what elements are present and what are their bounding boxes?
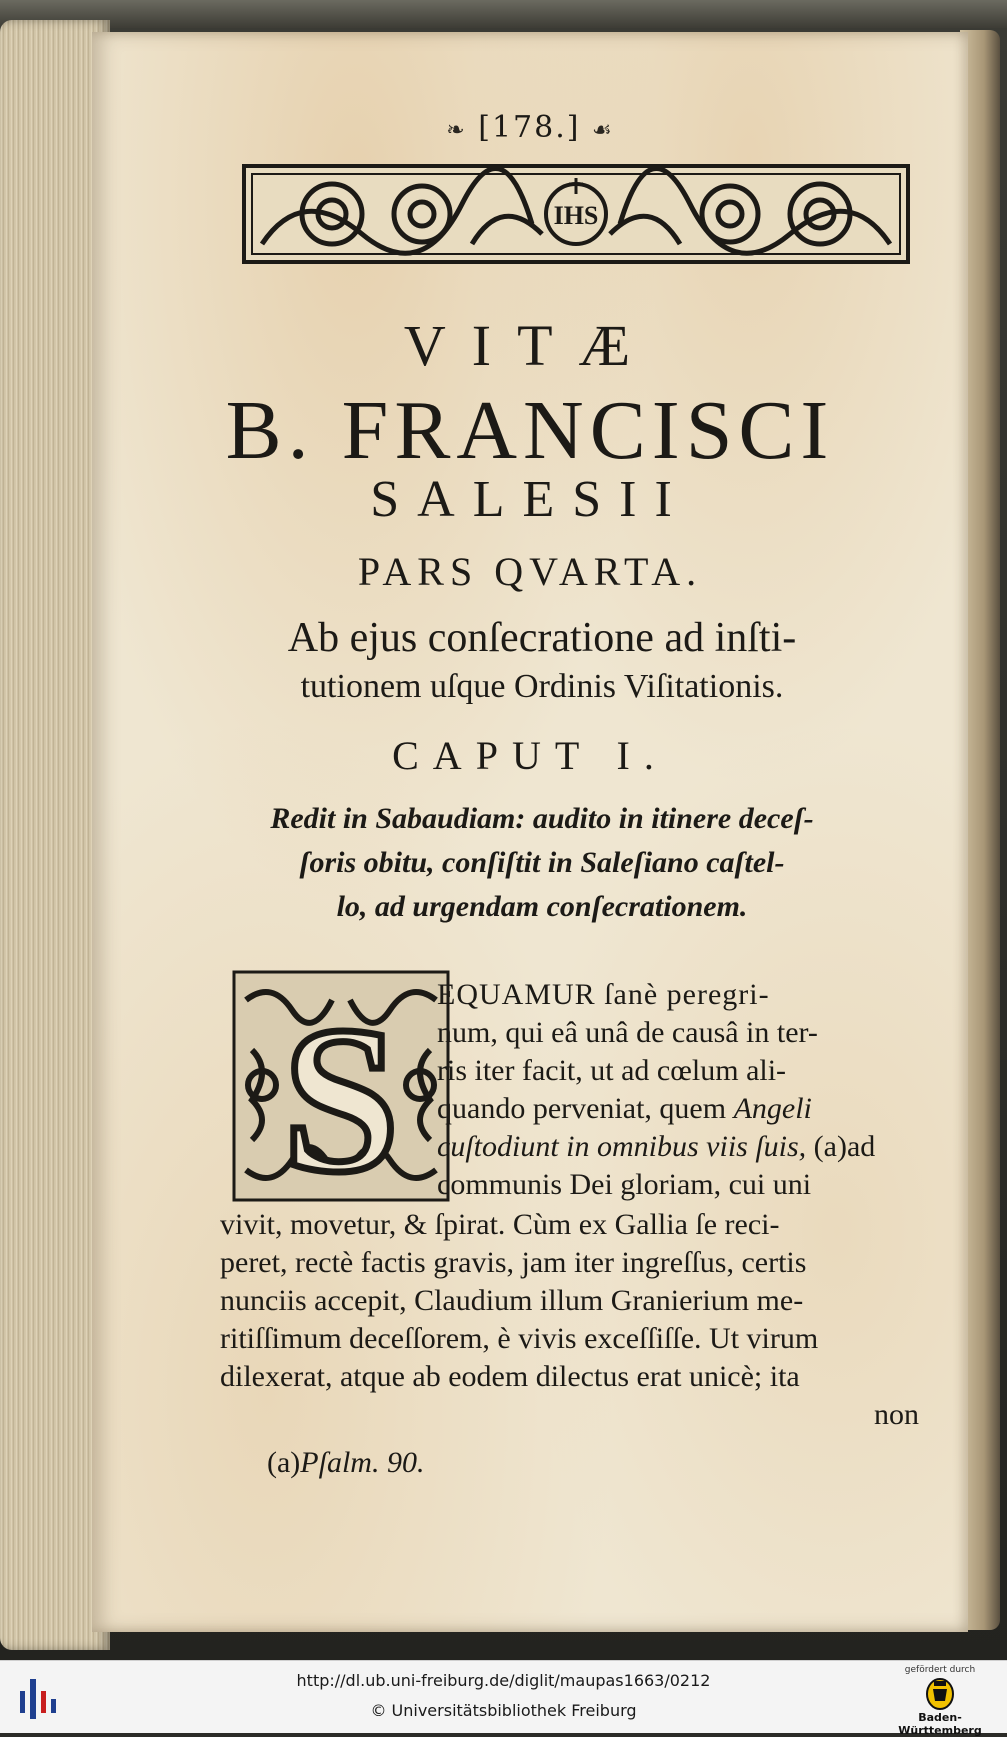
ornamental-headpiece [242, 164, 910, 264]
document-url-link[interactable]: http://dl.ub.uni-freiburg.de/diglit/maupas1663/0212 [296, 1671, 711, 1690]
footnote [267, 1446, 424, 1480]
body-line-text: quando perveniat, quem [437, 1092, 727, 1125]
baden-wuerttemberg-crest-icon [925, 1677, 955, 1711]
subtitle-line-2: tutionem uſque Ordinis Viſitationis. [300, 668, 784, 705]
flourish-left-icon: ❧ [446, 118, 467, 143]
subtitle [212, 612, 872, 710]
subtitle-line-1: Ab ejus conſecratione ad inſti- [287, 615, 797, 661]
body-line-text: (a)ad [813, 1130, 876, 1163]
body-line-italic: Angeli [733, 1092, 812, 1125]
body-line: ris iter facit, ut ad cœlum ali- [437, 1054, 787, 1087]
summary-line: ſoris obitu, conſiſtit in Saleſiano caſtel- [299, 846, 785, 879]
top-binding [0, 0, 1007, 28]
summary-line: Redit in Sabaudiam: audito in itinere deceſ- [270, 802, 814, 835]
decorated-drop-cap [232, 970, 450, 1202]
page-number [92, 110, 968, 145]
footnote-reference: Pſalm. 90. [300, 1446, 425, 1479]
title-line-1: VITÆ [403, 313, 657, 378]
summary-line: lo, ad urgendam conſecrationem. [336, 890, 748, 923]
ihs-monogram: IHS [553, 201, 599, 230]
title-line-3: SALESII [370, 471, 690, 528]
catchword: non [874, 1398, 919, 1431]
body-line [437, 1129, 875, 1165]
viewer-footer [0, 1660, 1007, 1737]
funder-badge[interactable] [885, 1665, 995, 1737]
body-line: vivit, movetur, & ſpirat. Cùm ex Gallia ſe reci- [220, 1208, 780, 1241]
book-page [92, 32, 968, 1632]
copyright-text: © Universitätsbibliothek Freiburg [370, 1701, 637, 1720]
footnote-marker: (a) [267, 1446, 301, 1479]
funder-name: Baden-Württemberg [898, 1711, 982, 1737]
body-line: dilexerat, atque ab eodem dilectus erat unicè; ita [220, 1360, 800, 1393]
page-number-text: [178.] [478, 110, 581, 145]
part-label: PARS QVARTA. [357, 549, 703, 594]
body-line-italic: cuſtodiunt in omnibus viis ſuis, [437, 1130, 807, 1163]
funder-label: gefördert durch [904, 1665, 976, 1675]
body-line [437, 1091, 812, 1127]
body-line: num, qui eâ unâ de causâ in ter- [437, 1016, 818, 1049]
body-line: EQUAMUR ſanè peregri- [437, 978, 770, 1011]
drop-cap-letter: S [282, 984, 400, 1202]
body-line: nunciis accepit, Claudium illum Granierium me- [220, 1284, 804, 1317]
chapter-heading: CAPUT I. [392, 733, 668, 778]
chapter-summary [222, 797, 862, 929]
body-line: ritiſſimum deceſſorem, è vivis exceſſiſſe. Ut virum [220, 1322, 819, 1355]
body-line: communis Dei gloriam, cui uni [437, 1168, 812, 1201]
body-line: peret, rectè factis gravis, jam iter ingreſſus, certis [220, 1246, 807, 1279]
flourish-right-icon: ☙ [592, 118, 614, 143]
title-line-2: B. FRANCISCI [225, 384, 835, 477]
